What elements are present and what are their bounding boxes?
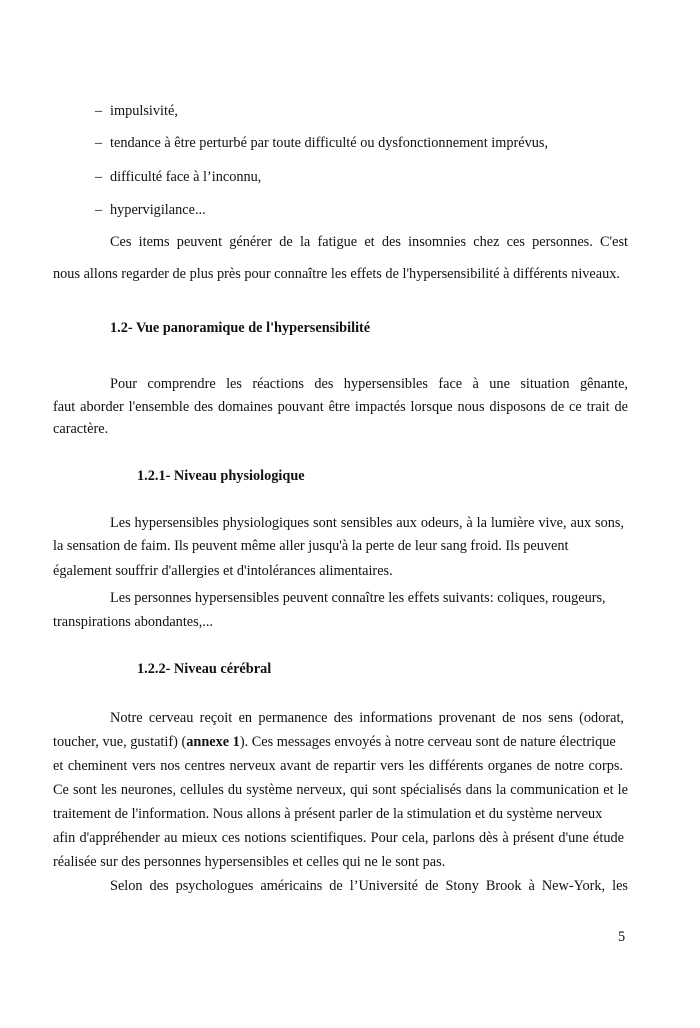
text-line: transpirations abondantes,... — [53, 614, 214, 630]
text-line: également souffrir d'allergies et d'intolérances alimentaires. — [53, 563, 393, 579]
text-line: caractère. — [53, 421, 109, 437]
text-run: ). Ces messages envoyés à notre cerveau sont de nature électrique — [239, 734, 616, 750]
text-line: faut aborder l'ensemble des domaines pouvant être impactés lorsque nous disposons de ce trait de — [53, 399, 628, 415]
text-line: la sensation de faim. Ils peuvent même aller jusqu'à la perte de leur sang froid. Ils peuvent — [53, 538, 569, 554]
section-heading: 1.2- Vue panoramique de l'hypersensibilité — [110, 320, 371, 336]
annex-reference: annexe 1 — [186, 734, 240, 750]
text-line: Pour comprendre les réactions des hypersensibles face à une situation gênante, — [110, 376, 628, 392]
list-item: hypervigilance... — [110, 202, 206, 218]
text-line: Les hypersensibles physiologiques sont sensibles aux odeurs, à la lumière vive, aux sons, — [110, 515, 624, 531]
text-line: traitement de l'information. Nous allons à présent parler de la stimulation et du système nerveux — [53, 806, 603, 822]
bullet-dash: – — [95, 103, 103, 119]
bullet-dash: – — [95, 169, 103, 185]
list-item: impulsivité, — [110, 103, 178, 119]
list-item: tendance à être perturbé par toute difficulté ou dysfonctionnement imprévus, — [110, 135, 549, 151]
text-line: et cheminent vers nos centres nerveux avant de repartir vers les différents organes de notre corps. — [53, 758, 623, 774]
text-line: Selon des psychologues américains de l’Université de Stony Brook à New-York, les — [110, 878, 628, 894]
text-line: Ces items peuvent générer de la fatigue et des insomnies chez ces personnes. C'est — [110, 234, 628, 250]
text-line: réalisée sur des personnes hypersensibles et celles qui ne le sont pas. — [53, 854, 446, 870]
text-line — [53, 733, 616, 751]
list-item: difficulté face à l’inconnu, — [110, 169, 262, 185]
text-line: Les personnes hypersensibles peuvent connaître les effets suivants: coliques, rougeurs, — [110, 590, 606, 606]
text-run: toucher, vue, gustatif) ( — [53, 734, 187, 750]
text-line: afin d'appréhender au mieux ces notions scientifiques. Pour cela, parlons dès à présent d'une étude — [53, 830, 624, 846]
bullet-dash: – — [95, 202, 103, 218]
subsection-heading: 1.2.2- Niveau cérébral — [137, 661, 272, 677]
text-line: nous allons regarder de plus près pour connaître les effets de l'hypersensibilité à différents niveaux. — [53, 266, 620, 282]
subsection-heading: 1.2.1- Niveau physiologique — [137, 468, 305, 484]
bullet-dash: – — [95, 135, 103, 151]
page-number: 5 — [618, 929, 626, 945]
text-line: Ce sont les neurones, cellules du système nerveux, qui sont spécialisés dans la communication et le — [53, 782, 628, 798]
text-line: Notre cerveau reçoit en permanence des informations provenant de nos sens (odorat, — [110, 710, 624, 726]
